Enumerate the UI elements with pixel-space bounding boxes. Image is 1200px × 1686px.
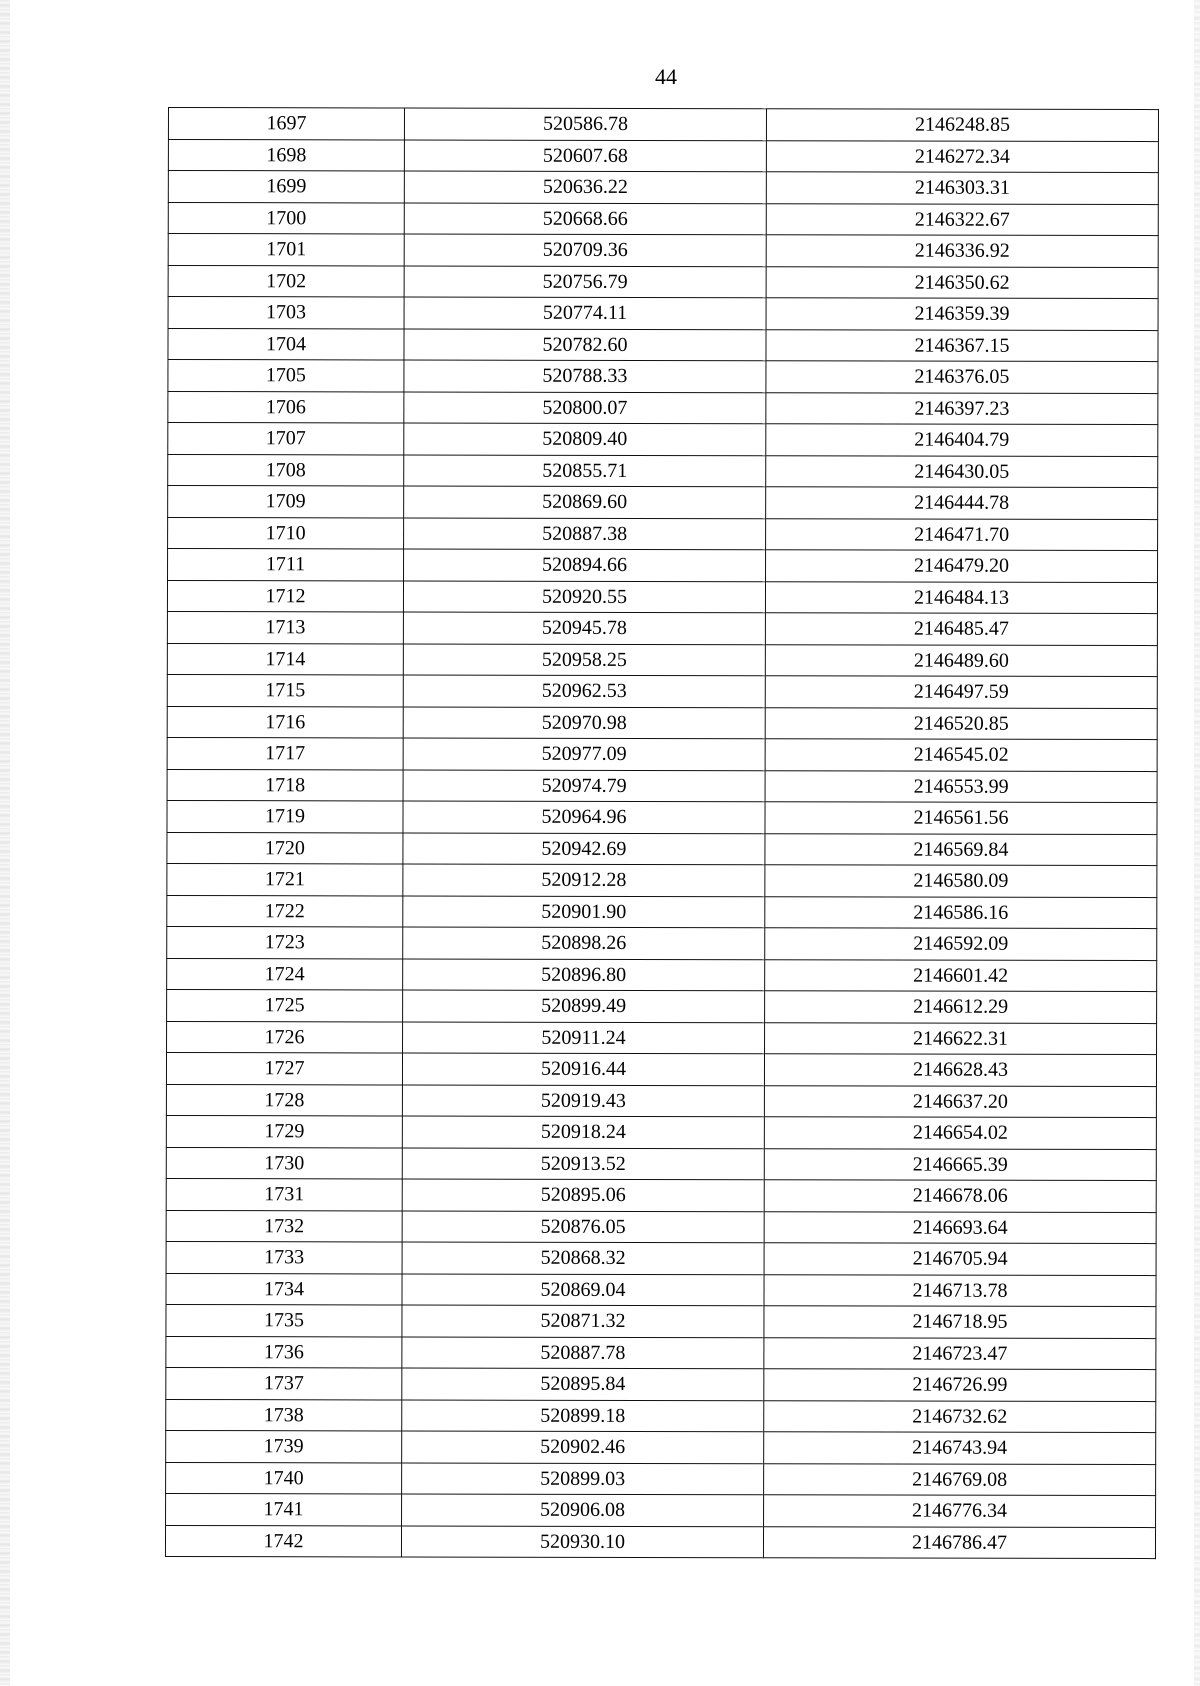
scan-edge-right <box>1194 0 1200 1686</box>
table-row <box>168 549 1158 583</box>
scan-edge-left <box>0 0 10 1686</box>
table-row <box>166 1304 1156 1338</box>
x-coordinate-cell: 520896.80 <box>403 958 765 990</box>
point-number-cell: 1739 <box>166 1430 402 1462</box>
point-number-cell: 1727 <box>166 1052 402 1084</box>
y-coordinate-cell: 2146628.43 <box>764 1054 1156 1086</box>
x-coordinate-cell: 520906.08 <box>402 1494 764 1526</box>
table-row <box>167 863 1157 897</box>
table-row <box>166 1430 1156 1464</box>
page-number: 44 <box>655 64 677 89</box>
x-coordinate-cell: 520887.38 <box>404 517 766 549</box>
y-coordinate-cell: 2146367.15 <box>766 329 1158 361</box>
point-number-cell: 1700 <box>168 202 404 234</box>
table-row <box>166 1493 1156 1527</box>
table-row <box>167 706 1157 740</box>
table-row <box>168 454 1158 488</box>
y-coordinate-cell: 2146520.85 <box>765 707 1157 739</box>
x-coordinate-cell: 520974.79 <box>403 769 765 801</box>
y-coordinate-cell: 2146705.94 <box>764 1243 1156 1275</box>
table-row <box>166 1115 1156 1149</box>
point-number-cell: 1724 <box>167 958 403 990</box>
x-coordinate-cell: 520918.24 <box>402 1116 764 1148</box>
point-number-cell: 1701 <box>168 234 404 266</box>
point-number-cell: 1740 <box>166 1462 402 1494</box>
y-coordinate-cell: 2146592.09 <box>765 928 1157 960</box>
point-number-cell: 1712 <box>167 580 403 612</box>
x-coordinate-cell: 520788.33 <box>404 360 766 392</box>
x-coordinate-cell: 520899.18 <box>402 1399 764 1431</box>
table-row <box>168 108 1158 142</box>
y-coordinate-cell: 2146654.02 <box>764 1117 1156 1149</box>
point-number-cell: 1723 <box>167 926 403 958</box>
table-row <box>166 1462 1156 1496</box>
point-number-cell: 1705 <box>168 360 404 392</box>
point-number-cell: 1720 <box>167 832 403 864</box>
y-coordinate-cell: 2146637.20 <box>764 1085 1156 1117</box>
coordinates-table <box>165 107 1159 1559</box>
table-row <box>167 769 1157 803</box>
x-coordinate-cell: 520912.28 <box>403 864 765 896</box>
x-coordinate-cell: 520869.60 <box>404 486 766 518</box>
table-row <box>168 328 1158 362</box>
table-row <box>167 958 1157 992</box>
x-coordinate-cell: 520887.78 <box>402 1336 764 1368</box>
table-row <box>166 1273 1156 1307</box>
y-coordinate-cell: 2146726.99 <box>764 1369 1156 1401</box>
x-coordinate-cell: 520709.36 <box>404 234 766 266</box>
point-number-cell: 1734 <box>166 1273 402 1305</box>
point-number-cell: 1697 <box>168 108 404 140</box>
y-coordinate-cell: 2146693.64 <box>764 1211 1156 1243</box>
table-row <box>167 800 1157 834</box>
table-row <box>166 1399 1156 1433</box>
y-coordinate-cell: 2146732.62 <box>764 1400 1156 1432</box>
point-number-cell: 1714 <box>167 643 403 675</box>
point-number-cell: 1702 <box>168 265 404 297</box>
point-number-cell: 1713 <box>167 611 403 643</box>
table-row <box>167 643 1157 677</box>
y-coordinate-cell: 2146776.34 <box>764 1495 1156 1527</box>
x-coordinate-cell: 520895.06 <box>402 1179 764 1211</box>
point-number-cell: 1722 <box>167 895 403 927</box>
x-coordinate-cell: 520774.11 <box>404 297 766 329</box>
table-row <box>166 1367 1156 1401</box>
point-number-cell: 1704 <box>168 328 404 360</box>
x-coordinate-cell: 520930.10 <box>401 1525 763 1557</box>
point-number-cell: 1735 <box>166 1304 402 1336</box>
table-row <box>167 674 1157 708</box>
x-coordinate-cell: 520977.09 <box>403 738 765 770</box>
y-coordinate-cell: 2146471.70 <box>766 518 1158 550</box>
coordinates-table-body <box>165 108 1158 1559</box>
x-coordinate-cell: 520586.78 <box>404 108 766 140</box>
table-row <box>166 1241 1156 1275</box>
point-number-cell: 1715 <box>167 674 403 706</box>
point-number-cell: 1731 <box>166 1178 402 1210</box>
x-coordinate-cell: 520871.32 <box>402 1305 764 1337</box>
point-number-cell: 1703 <box>168 297 404 329</box>
y-coordinate-cell: 2146769.08 <box>764 1463 1156 1495</box>
x-coordinate-cell: 520913.52 <box>402 1147 764 1179</box>
point-number-cell: 1718 <box>167 769 403 801</box>
point-number-cell: 1707 <box>168 423 404 455</box>
point-number-cell: 1706 <box>168 391 404 423</box>
table-row <box>167 926 1157 960</box>
y-coordinate-cell: 2146612.29 <box>765 991 1157 1023</box>
point-number-cell: 1730 <box>166 1147 402 1179</box>
y-coordinate-cell: 2146665.39 <box>764 1148 1156 1180</box>
x-coordinate-cell: 520607.68 <box>404 139 766 171</box>
table-row <box>168 139 1158 173</box>
x-coordinate-cell: 520894.66 <box>404 549 766 581</box>
y-coordinate-cell: 2146723.47 <box>764 1337 1156 1369</box>
y-coordinate-cell: 2146586.16 <box>765 896 1157 928</box>
point-number-cell: 1711 <box>168 549 404 581</box>
point-number-cell: 1710 <box>168 517 404 549</box>
point-number-cell: 1719 <box>167 800 403 832</box>
x-coordinate-cell: 520876.05 <box>402 1210 764 1242</box>
table-row <box>167 895 1157 929</box>
x-coordinate-cell: 520942.69 <box>403 832 765 864</box>
y-coordinate-cell: 2146678.06 <box>764 1180 1156 1212</box>
table-row <box>167 737 1157 771</box>
table-row <box>166 1052 1156 1086</box>
table-row <box>166 1084 1156 1118</box>
y-coordinate-cell: 2146713.78 <box>764 1274 1156 1306</box>
point-number-cell: 1721 <box>167 863 403 895</box>
y-coordinate-cell: 2146359.39 <box>766 298 1158 330</box>
table-row <box>167 580 1157 614</box>
y-coordinate-cell: 2146545.02 <box>765 739 1157 771</box>
x-coordinate-cell: 520855.71 <box>404 454 766 486</box>
y-coordinate-cell: 2146272.34 <box>766 140 1158 172</box>
x-coordinate-cell: 520920.55 <box>403 580 765 612</box>
x-coordinate-cell: 520800.07 <box>404 391 766 423</box>
x-coordinate-cell: 520899.03 <box>402 1462 764 1494</box>
point-number-cell: 1738 <box>166 1399 402 1431</box>
y-coordinate-cell: 2146322.67 <box>766 203 1158 235</box>
table-row <box>168 391 1158 425</box>
x-coordinate-cell: 520898.26 <box>403 927 765 959</box>
table-row <box>166 1147 1156 1181</box>
table-row <box>168 423 1158 457</box>
y-coordinate-cell: 2146430.05 <box>766 455 1158 487</box>
table-row <box>168 171 1158 205</box>
y-coordinate-cell: 2146489.60 <box>765 644 1157 676</box>
table-row <box>166 1210 1156 1244</box>
y-coordinate-cell: 2146485.47 <box>765 613 1157 645</box>
point-number-cell: 1708 <box>168 454 404 486</box>
x-coordinate-cell: 520945.78 <box>403 612 765 644</box>
table-row <box>168 202 1158 236</box>
table-row <box>166 1178 1156 1212</box>
x-coordinate-cell: 520911.24 <box>403 1021 765 1053</box>
point-number-cell: 1742 <box>165 1525 401 1557</box>
table-row <box>168 297 1158 331</box>
y-coordinate-cell: 2146484.13 <box>765 581 1157 613</box>
y-coordinate-cell: 2146561.56 <box>765 802 1157 834</box>
point-number-cell: 1699 <box>168 171 404 203</box>
x-coordinate-cell: 520869.04 <box>402 1273 764 1305</box>
table-row <box>165 1525 1155 1559</box>
x-coordinate-cell: 520809.40 <box>404 423 766 455</box>
point-number-cell: 1725 <box>167 989 403 1021</box>
point-number-cell: 1732 <box>166 1210 402 1242</box>
y-coordinate-cell: 2146786.47 <box>763 1526 1155 1558</box>
x-coordinate-cell: 520916.44 <box>402 1053 764 1085</box>
point-number-cell: 1728 <box>166 1084 402 1116</box>
point-number-cell: 1726 <box>167 1021 403 1053</box>
y-coordinate-cell: 2146553.99 <box>765 770 1157 802</box>
x-coordinate-cell: 520636.22 <box>404 171 766 203</box>
y-coordinate-cell: 2146743.94 <box>764 1432 1156 1464</box>
y-coordinate-cell: 2146303.31 <box>766 172 1158 204</box>
table-row <box>166 1336 1156 1370</box>
table-row <box>168 234 1158 268</box>
point-number-cell: 1741 <box>166 1493 402 1525</box>
x-coordinate-cell: 520970.98 <box>403 706 765 738</box>
y-coordinate-cell: 2146397.23 <box>766 392 1158 424</box>
x-coordinate-cell: 520756.79 <box>404 265 766 297</box>
point-number-cell: 1737 <box>166 1367 402 1399</box>
point-number-cell: 1698 <box>168 139 404 171</box>
table-row <box>168 360 1158 394</box>
y-coordinate-cell: 2146350.62 <box>766 266 1158 298</box>
table-row <box>167 989 1157 1023</box>
x-coordinate-cell: 520899.49 <box>403 990 765 1022</box>
table-row <box>168 517 1158 551</box>
point-number-cell: 1716 <box>167 706 403 738</box>
y-coordinate-cell: 2146580.09 <box>765 865 1157 897</box>
y-coordinate-cell: 2146601.42 <box>765 959 1157 991</box>
y-coordinate-cell: 2146569.84 <box>765 833 1157 865</box>
y-coordinate-cell: 2146479.20 <box>766 550 1158 582</box>
point-number-cell: 1736 <box>166 1336 402 1368</box>
x-coordinate-cell: 520964.96 <box>403 801 765 833</box>
y-coordinate-cell: 2146404.79 <box>766 424 1158 456</box>
x-coordinate-cell: 520962.53 <box>403 675 765 707</box>
y-coordinate-cell: 2146336.92 <box>766 235 1158 267</box>
y-coordinate-cell: 2146718.95 <box>764 1306 1156 1338</box>
table-row <box>167 1021 1157 1055</box>
point-number-cell: 1709 <box>168 486 404 518</box>
table-row <box>168 265 1158 299</box>
x-coordinate-cell: 520902.46 <box>402 1431 764 1463</box>
x-coordinate-cell: 520895.84 <box>402 1368 764 1400</box>
point-number-cell: 1729 <box>166 1115 402 1147</box>
x-coordinate-cell: 520668.66 <box>404 202 766 234</box>
x-coordinate-cell: 520782.60 <box>404 328 766 360</box>
x-coordinate-cell: 520901.90 <box>403 895 765 927</box>
y-coordinate-cell: 2146248.85 <box>766 109 1158 141</box>
y-coordinate-cell: 2146622.31 <box>765 1022 1157 1054</box>
table-row <box>168 486 1158 520</box>
y-coordinate-cell: 2146376.05 <box>766 361 1158 393</box>
table-row <box>167 611 1157 645</box>
point-number-cell: 1717 <box>167 737 403 769</box>
x-coordinate-cell: 520919.43 <box>402 1084 764 1116</box>
table-row <box>167 832 1157 866</box>
y-coordinate-cell: 2146444.78 <box>766 487 1158 519</box>
point-number-cell: 1733 <box>166 1241 402 1273</box>
y-coordinate-cell: 2146497.59 <box>765 676 1157 708</box>
x-coordinate-cell: 520868.32 <box>402 1242 764 1274</box>
x-coordinate-cell: 520958.25 <box>403 643 765 675</box>
